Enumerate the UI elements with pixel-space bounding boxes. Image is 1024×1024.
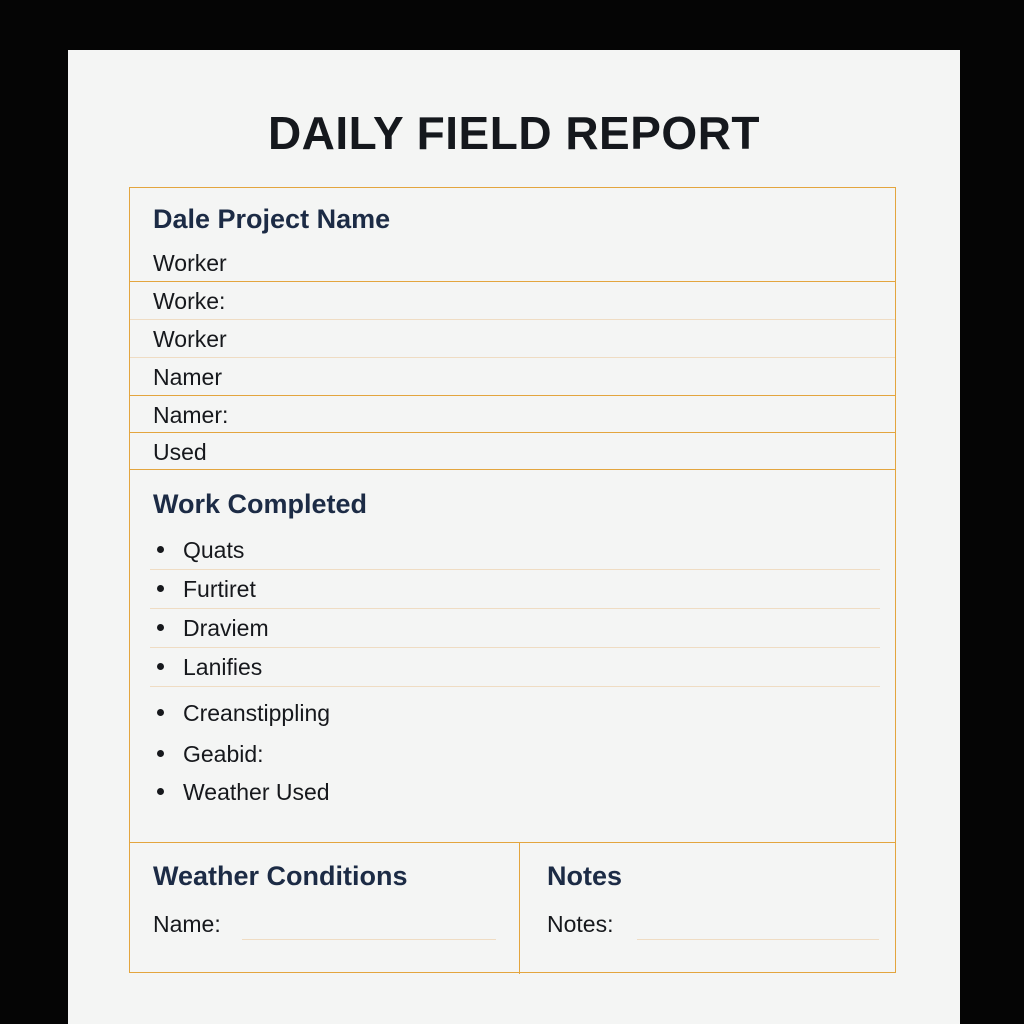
project-row[interactable]: Worker [153, 326, 227, 352]
work-item-label: Furtiret [183, 576, 256, 602]
section-divider [130, 469, 895, 470]
notes-field[interactable] [637, 939, 879, 940]
work-item[interactable] [153, 700, 330, 727]
item-divider [150, 608, 880, 609]
work-item[interactable] [153, 741, 264, 768]
bullet-icon [157, 750, 164, 757]
weather-name-label: Name: [153, 911, 221, 937]
row-divider [130, 281, 895, 282]
bullet-icon [157, 663, 164, 670]
project-row[interactable]: Namer: [153, 402, 229, 428]
work-item[interactable] [153, 537, 244, 564]
weather-conditions-heading: Weather Conditions [153, 861, 408, 891]
report-title: DAILY FIELD REPORT [267, 107, 761, 159]
work-item[interactable] [153, 576, 256, 603]
bullet-icon [157, 709, 164, 716]
notes-label: Notes: [547, 911, 614, 937]
column-divider [519, 842, 520, 974]
item-divider [150, 686, 880, 687]
work-item-label: Quats [183, 537, 245, 563]
row-divider [130, 395, 895, 396]
work-item-label: Lanifies [183, 654, 263, 680]
notes-heading: Notes [547, 861, 623, 891]
work-item-label: Geabid: [183, 741, 264, 767]
work-item-label: Creanstippling [183, 700, 331, 726]
item-divider [150, 569, 880, 570]
item-divider [150, 647, 880, 648]
row-divider [130, 357, 895, 358]
weather-name-field[interactable] [242, 939, 496, 940]
bullet-icon [157, 546, 164, 553]
bullet-icon [157, 585, 164, 592]
bullet-icon [157, 624, 164, 631]
project-name-heading: Dale Project Name [153, 204, 391, 234]
work-item[interactable] [153, 654, 262, 681]
project-row[interactable]: Used [153, 439, 207, 465]
section-divider [130, 842, 895, 843]
work-item-label: Draviem [183, 615, 269, 641]
work-item[interactable] [153, 779, 330, 806]
work-item[interactable] [153, 615, 269, 642]
report-form [129, 187, 896, 973]
work-completed-heading: Work Completed [153, 489, 368, 519]
bullet-icon [157, 788, 164, 795]
project-row[interactable]: Worker [153, 250, 227, 276]
row-divider [130, 319, 895, 320]
work-item-label: Weather Used [183, 779, 330, 805]
project-row[interactable]: Worke: [153, 288, 226, 314]
project-row[interactable]: Namer [153, 364, 223, 390]
row-divider [130, 432, 895, 433]
report-page [68, 50, 960, 1024]
